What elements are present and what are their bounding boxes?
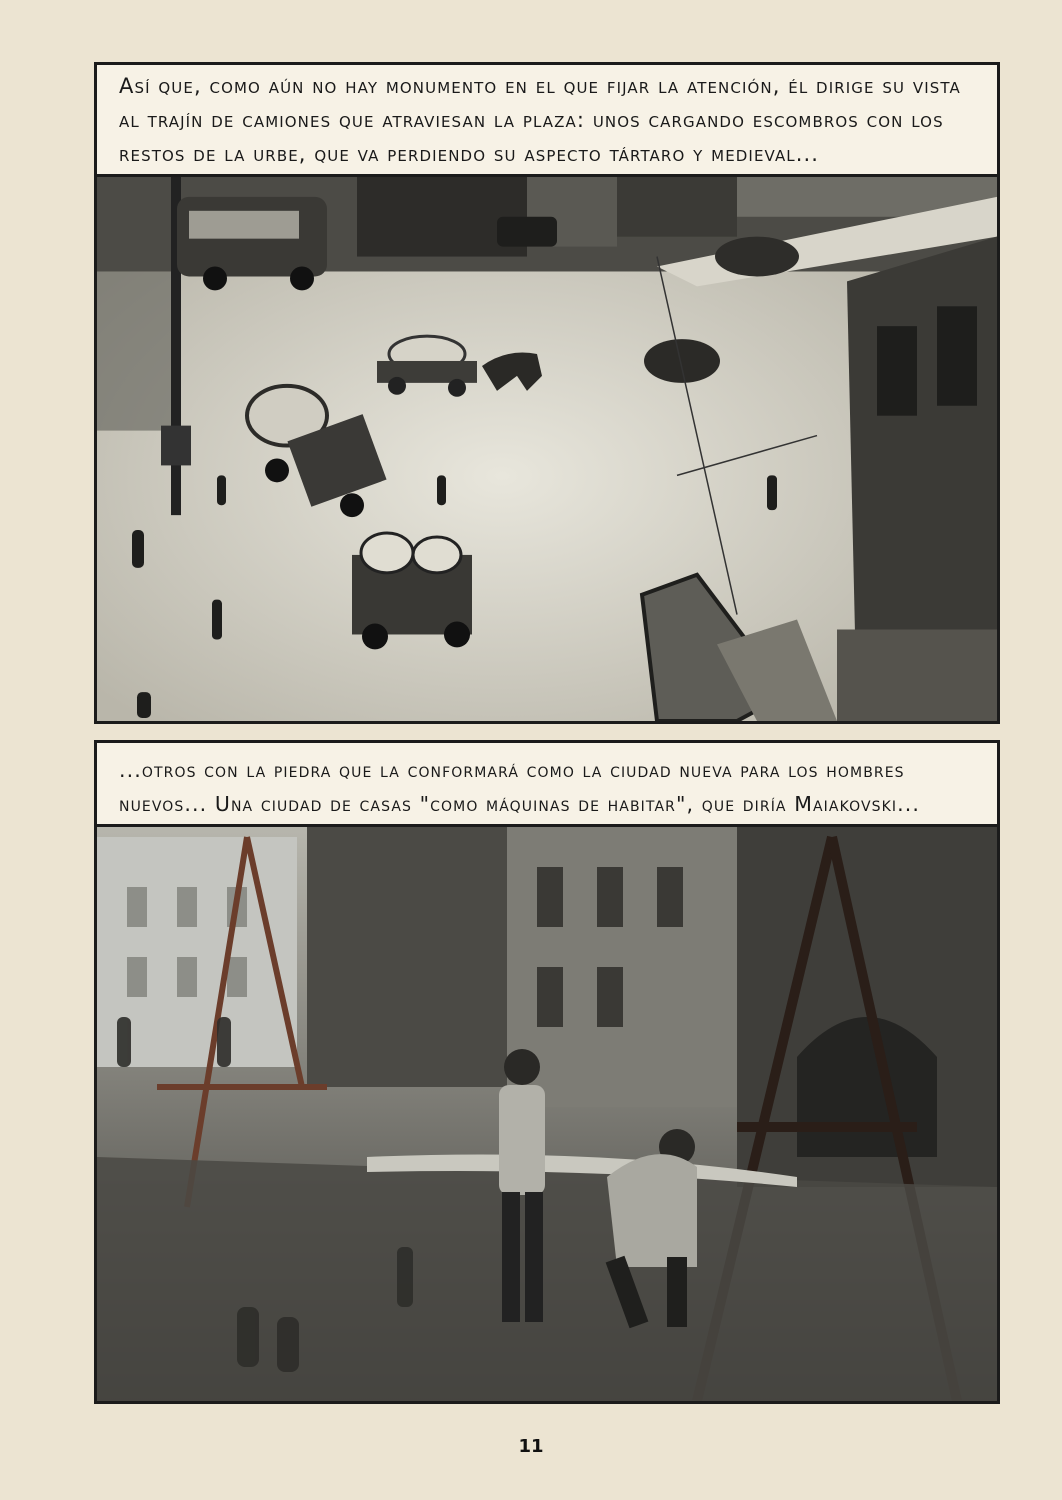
construction-site-illustration bbox=[97, 827, 997, 1401]
page-number: 11 bbox=[518, 1436, 544, 1457]
bus-shape bbox=[177, 197, 327, 290]
truck-shape-2 bbox=[352, 533, 472, 649]
comic-panel-1 bbox=[94, 62, 1000, 724]
panel-2-caption: ...otros con la piedra que la conformará como la ciudad nueva para los hombres nuevos... Una ciudad de casas "como máquinas de habitar", que diría Maiakovski... bbox=[97, 743, 997, 827]
city-square-drawing bbox=[97, 177, 997, 721]
right-building-shape bbox=[837, 237, 997, 721]
construction-site-drawing bbox=[97, 827, 997, 1401]
comic-panel-2 bbox=[94, 740, 1000, 1404]
city-square-illustration bbox=[97, 177, 997, 721]
panel-1-caption: Así que, como aún no hay monumento en el que fijar la atención, él dirige su vista al trajín de camiones que atraviesan la plaza: unos cargando escombros con los restos de la urbe, que va perdiendo su aspecto tártaro y medieval... bbox=[97, 65, 997, 177]
